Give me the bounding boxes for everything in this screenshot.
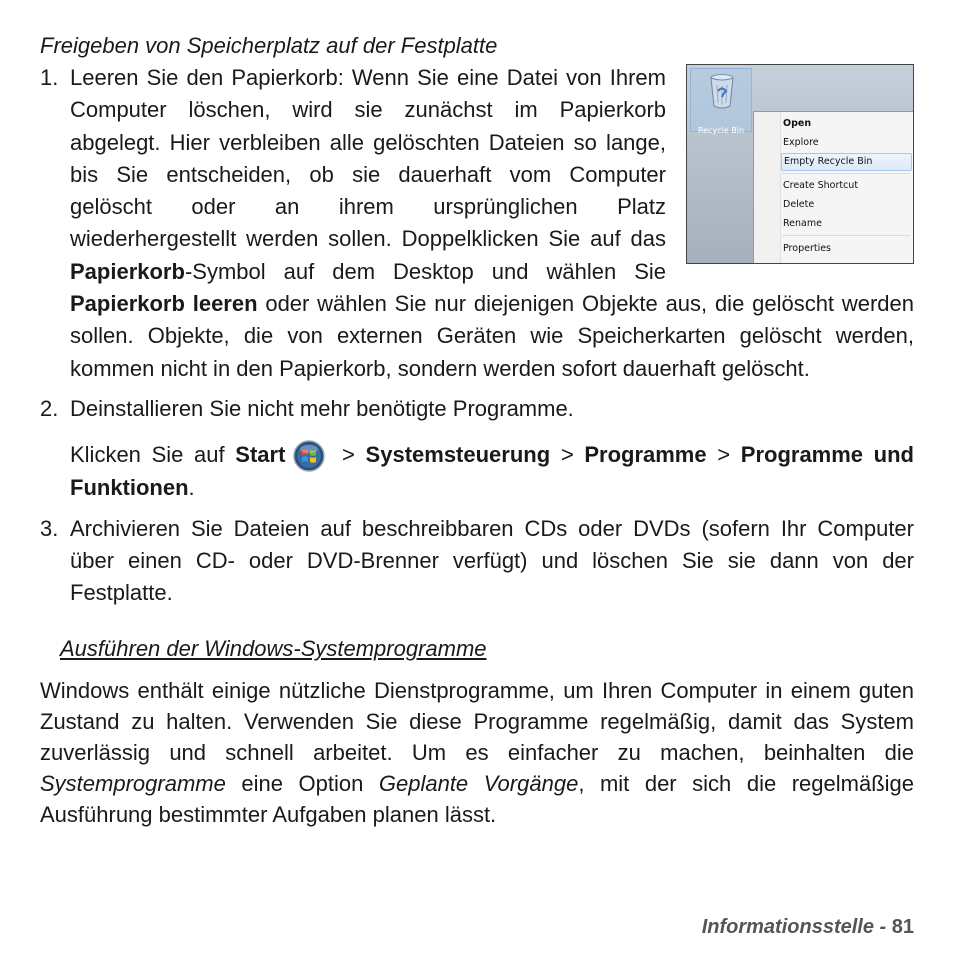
context-menu (753, 111, 914, 264)
bold-term: Programme und Funktionen (70, 442, 914, 501)
body-paragraph (40, 675, 914, 830)
bold-term: Systemsteuerung (365, 442, 551, 468)
page-content (40, 30, 914, 830)
footer-label: Informationsstelle - (701, 916, 887, 938)
section-title: Freigeben von Speicherplatz auf der Festplatte (40, 33, 498, 58)
text-run: Leeren Sie den Papierkorb: Wenn Sie eine Datei von Ihrem Computer löschen, wird sie zunächst im Papierkorb abgelegt. Hier verbleiben alle gelöschten Dateien so lange, bis Sie entscheiden, ob sie dauerhaft vom Computer gelöscht oder an ihrem ursprünglichen Platz wiederhergestellt werden sollen. Doppelklicken Sie auf das (70, 65, 666, 252)
windows-start-orb-icon (293, 440, 325, 472)
menu-gutter (754, 112, 781, 264)
menu-separator (782, 235, 910, 236)
text-run: > (331, 442, 366, 468)
steps-list (40, 62, 914, 609)
list-item (40, 393, 914, 505)
bold-term: Programme (584, 442, 707, 468)
text-run: , mit der sich die regelmäßige Ausführung bestimmter Aufgaben planen lässt. (40, 771, 915, 828)
italic-term: Systemprogramme (40, 771, 226, 797)
bold-term: Papierkorb leeren (70, 291, 258, 317)
menu-item-open[interactable]: Open (783, 118, 812, 129)
item-number: 1. (40, 65, 59, 90)
menu-item-empty-recycle-bin[interactable]: Empty Recycle Bin (781, 153, 912, 171)
text-run: > (706, 442, 741, 468)
item-number: 3. (40, 515, 59, 541)
menu-item-properties[interactable]: Properties (783, 243, 832, 254)
menu-item-explore[interactable]: Explore (783, 137, 819, 148)
list-item (40, 62, 914, 385)
text-run: -Symbol auf dem Desktop und wählen Sie (184, 258, 666, 284)
text-run: > (550, 442, 585, 468)
text-run: eine Option (225, 771, 379, 797)
text-run: oder wählen Sie nur diejenigen Objekte aus, die gelöscht werden sollen. Objekte, die von externen Geräten wie Speicherkarten gelöscht werden, kommen nicht in den Papierkorb, sondern werden sofort dauerhaft gelöscht. (70, 291, 914, 381)
page-footer (702, 916, 914, 939)
recycle-bin-screenshot (686, 64, 914, 264)
page-number: 81 (891, 916, 914, 938)
menu-item-delete[interactable]: Delete (783, 199, 815, 210)
item-text: Archivieren Sie Dateien auf beschreibbaren CDs oder DVDs (sofern Ihr Computer über einen CD- oder DVD-Brenner verfügt) und löschen Sie sie dann von der Festplatte. (70, 515, 914, 606)
list-item (40, 513, 914, 610)
recycle-bin-label: Recycle Bin (697, 126, 745, 135)
menu-item-rename[interactable]: Rename (783, 218, 822, 229)
recycle-bin-desktop-icon[interactable] (690, 68, 752, 135)
text-run: . (188, 475, 195, 501)
bold-term: Start (235, 442, 286, 468)
bold-term: Papierkorb (70, 258, 185, 284)
menu-item-create-shortcut[interactable]: Create Shortcut (783, 180, 859, 191)
text-run: Windows enthält einige nützliche Dienstprogramme, um Ihren Computer in einem guten Zustand zu halten. Verwenden Sie diese Programme regelmäßig, damit das System zuverlässig und schnell arbeitet. Um es einfacher zu machen, beinhalten die (40, 678, 914, 766)
item-text: Deinstallieren Sie nicht mehr benötigte Programme. (70, 395, 574, 421)
section2-title: Ausführen der Windows-Systemprogramme (60, 636, 487, 662)
italic-term: Geplante Vorgänge (378, 771, 579, 797)
menu-separator (782, 173, 910, 174)
item-subtext (70, 439, 914, 504)
recycle-bin-icon (709, 73, 735, 109)
item-number: 2. (40, 395, 59, 421)
text-run: Klicken Sie auf (70, 442, 236, 468)
